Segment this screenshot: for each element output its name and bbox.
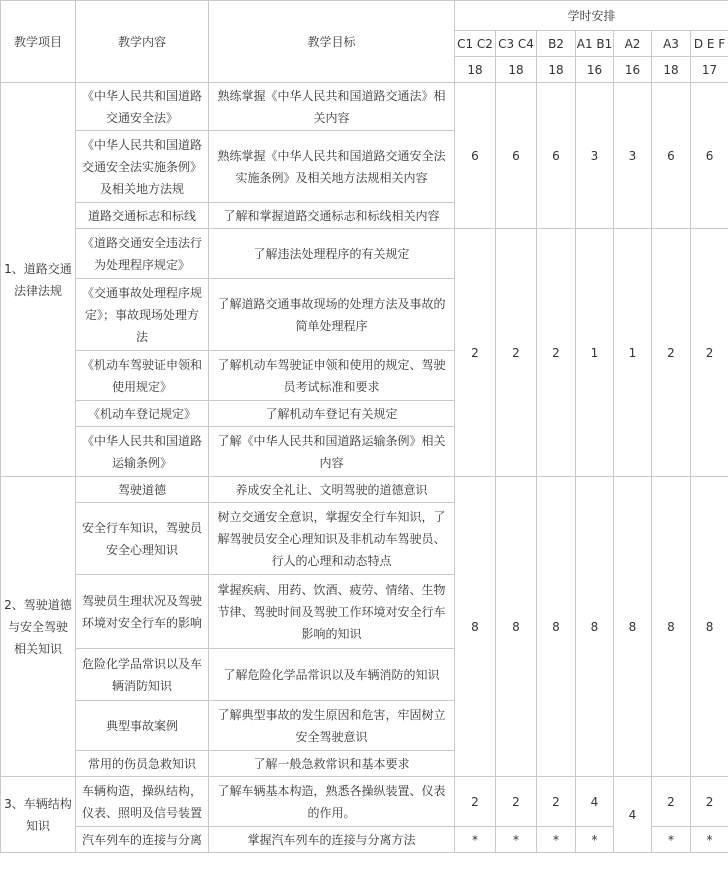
total-hours: 16 <box>614 57 652 83</box>
project-cell: 1、道路交通法律法规 <box>1 83 76 477</box>
objective-cell: 了解机动车登记有关规定 <box>209 401 455 427</box>
objective-cell: 了解《中华人民共和国道路运输条例》相关内容 <box>209 427 455 477</box>
content-cell: 《道路交通安全违法行为处理程序规定》 <box>76 229 209 279</box>
total-hours: 18 <box>455 57 496 83</box>
class-label: A1 B1 <box>576 31 614 57</box>
total-hours: 18 <box>537 57 576 83</box>
total-hours: 16 <box>576 57 614 83</box>
hours-cell: * <box>537 827 576 853</box>
content-cell: 危险化学品常识以及车辆消防知识 <box>76 649 209 701</box>
objective-cell: 养成安全礼让、文明驾驶的道德意识 <box>209 477 455 503</box>
hours-cell: 2 <box>691 229 728 477</box>
header-row <box>1 1 728 31</box>
hours-cell: 6 <box>537 83 576 229</box>
hours-cell: * <box>455 827 496 853</box>
table-row <box>1 777 728 827</box>
hours-cell: 1 <box>614 229 652 477</box>
class-label: C1 C2 <box>455 31 496 57</box>
objective-cell: 了解一般急救常识和基本要求 <box>209 751 455 777</box>
hours-cell: 3 <box>576 83 614 229</box>
content-cell: 《交通事故处理程序规定》；事故现场处理方法 <box>76 279 209 351</box>
class-label: D E F <box>691 31 728 57</box>
objective-cell: 了解车辆基本构造，熟悉各操纵装置、仪表的作用。 <box>209 777 455 827</box>
class-label: A3 <box>652 31 691 57</box>
hours-cell: 3 <box>614 83 652 229</box>
class-label: A2 <box>614 31 652 57</box>
project-cell: 3、车辆结构知识 <box>1 777 76 853</box>
hours-cell: 1 <box>576 229 614 477</box>
header-objective: 教学目标 <box>209 1 455 83</box>
table-row <box>1 477 728 503</box>
table-row <box>1 229 728 279</box>
total-hours: 18 <box>652 57 691 83</box>
content-cell: 《中华人民共和国道路交通安全法》 <box>76 83 209 131</box>
objective-cell: 了解道路交通事故现场的处理方法及事故的简单处理程序 <box>209 279 455 351</box>
objective-cell: 了解危险化学品常识以及车辆消防的知识 <box>209 649 455 701</box>
hours-cell: 8 <box>614 477 652 777</box>
content-cell: 驾驶道德 <box>76 477 209 503</box>
hours-cell: 8 <box>455 477 496 777</box>
content-cell: 《中华人民共和国道路运输条例》 <box>76 427 209 477</box>
hours-cell: * <box>496 827 537 853</box>
hours-cell: 6 <box>652 83 691 229</box>
objective-cell: 掌握汽车列车的连接与分离方法 <box>209 827 455 853</box>
hours-cell: 6 <box>496 83 537 229</box>
class-label: C3 C4 <box>496 31 537 57</box>
content-cell: 《机动车驾驶证申领和使用规定》 <box>76 351 209 401</box>
hours-cell: 4 <box>614 777 652 853</box>
hours-cell: 2 <box>691 777 728 827</box>
objective-cell: 熟练掌握《中华人民共和国道路交通安全法实施条例》及相关地方法规相关内容 <box>209 131 455 203</box>
objective-cell: 了解违法处理程序的有关规定 <box>209 229 455 279</box>
hours-cell: 2 <box>537 229 576 477</box>
total-hours: 18 <box>496 57 537 83</box>
class-label: B2 <box>537 31 576 57</box>
hours-cell: 2 <box>652 229 691 477</box>
content-cell: 《机动车登记规定》 <box>76 401 209 427</box>
header-schedule: 学时安排 <box>455 1 728 31</box>
hours-cell: * <box>691 827 728 853</box>
hours-cell: 2 <box>496 777 537 827</box>
hours-cell: 2 <box>455 229 496 477</box>
project-cell: 2、驾驶道德与安全驾驶相关知识 <box>1 477 76 777</box>
content-cell: 车辆构造，操纵结构，仪表、照明及信号装置 <box>76 777 209 827</box>
objective-cell: 了解典型事故的发生原因和危害，牢固树立安全驾驶意识 <box>209 701 455 751</box>
content-cell: 典型事故案例 <box>76 701 209 751</box>
objective-cell: 掌握疾病、用药、饮酒、疲劳、情绪、生物节律、驾驶时间及驾驶工作环境对安全行车影响的知识 <box>209 575 455 649</box>
objective-cell: 树立交通安全意识，掌握安全行车知识，了解驾驶员安全心理知识及非机动车驾驶员、行人的心理和动态特点 <box>209 503 455 575</box>
hours-cell: * <box>576 827 614 853</box>
content-cell: 安全行车知识，驾驶员安全心理知识 <box>76 503 209 575</box>
content-cell: 《中华人民共和国道路交通安全法实施条例》及相关地方法规 <box>76 131 209 203</box>
hours-cell: 8 <box>537 477 576 777</box>
hours-cell: 8 <box>652 477 691 777</box>
content-cell: 驾驶员生理状况及驾驶环境对安全行车的影响 <box>76 575 209 649</box>
hours-cell: 8 <box>496 477 537 777</box>
hours-cell: 2 <box>652 777 691 827</box>
hours-cell: 6 <box>691 83 728 229</box>
content-cell: 汽车列车的连接与分离 <box>76 827 209 853</box>
hours-cell: 8 <box>576 477 614 777</box>
header-content: 教学内容 <box>76 1 209 83</box>
hours-cell: 2 <box>537 777 576 827</box>
table-row <box>1 83 728 131</box>
hours-cell: 8 <box>691 477 728 777</box>
objective-cell: 了解和掌握道路交通标志和标线相关内容 <box>209 203 455 229</box>
total-hours: 17 <box>691 57 728 83</box>
content-cell: 常用的伤员急救知识 <box>76 751 209 777</box>
content-cell: 道路交通标志和标线 <box>76 203 209 229</box>
hours-cell: 2 <box>496 229 537 477</box>
objective-cell: 熟练掌握《中华人民共和国道路交通法》相关内容 <box>209 83 455 131</box>
hours-cell: 2 <box>455 777 496 827</box>
hours-cell: 4 <box>576 777 614 827</box>
hours-cell: 6 <box>455 83 496 229</box>
hours-cell: * <box>652 827 691 853</box>
header-project: 教学项目 <box>1 1 76 83</box>
objective-cell: 了解机动车驾驶证申领和使用的规定、驾驶员考试标准和要求 <box>209 351 455 401</box>
